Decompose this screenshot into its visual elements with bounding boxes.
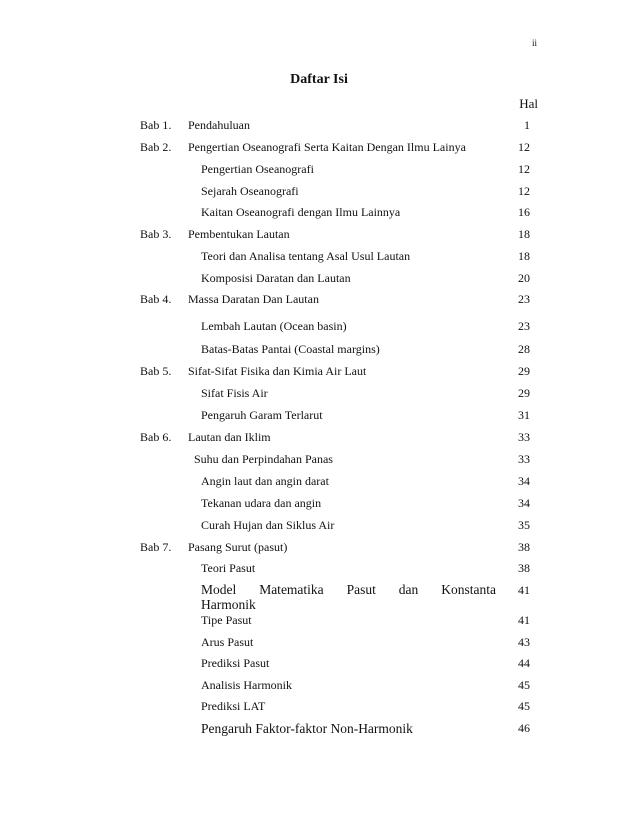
entry-page: 18 — [518, 249, 530, 263]
entry-label: Arus Pasut — [201, 635, 254, 649]
entry-label: Tipe Pasut — [201, 613, 252, 627]
entry-page: 20 — [518, 271, 530, 285]
chapter-number: Bab 7. — [140, 540, 172, 554]
entry-label: Pembentukan Lautan — [188, 227, 290, 241]
entry-page: 44 — [518, 656, 530, 670]
entry-page: 41 — [518, 613, 530, 627]
entry-page: 23 — [518, 292, 530, 306]
entry-label: Suhu dan Perpindahan Panas — [194, 452, 333, 466]
entry-page: 29 — [518, 364, 530, 378]
entry-page: 45 — [518, 678, 530, 692]
entry-label: Pendahuluan — [188, 118, 250, 132]
entry-label: Pengertian Oseanografi — [201, 162, 314, 176]
page-title: Daftar Isi — [290, 72, 348, 87]
entry-page: 31 — [518, 408, 530, 422]
entry-page: 46 — [518, 721, 530, 735]
entry-page: 1 — [524, 118, 530, 132]
entry-label: Sifat Fisis Air — [201, 386, 268, 400]
entry-label: Pengertian Oseanografi Serta Kaitan Dengan Ilmu Lainya — [188, 140, 466, 154]
entry-label: Lembah Lautan (Ocean basin) — [201, 319, 347, 333]
entry-label: Komposisi Daratan dan Lautan — [201, 271, 351, 285]
entry-label-continued: Harmonik — [201, 597, 256, 612]
page-number: ii — [532, 38, 538, 48]
chapter-number: Bab 2. — [140, 140, 172, 154]
chapter-number: Bab 4. — [140, 292, 172, 306]
entry-label: Kaitan Oseanografi dengan Ilmu Lainnya — [201, 205, 401, 219]
entry-label: Angin laut dan angin darat — [201, 474, 329, 488]
entry-page: 16 — [518, 205, 530, 219]
entry-page: 12 — [518, 162, 530, 176]
hal-header: Hal — [519, 96, 538, 111]
entry-page: 38 — [518, 561, 530, 575]
entry-label: Tekanan udara dan angin — [201, 496, 322, 510]
entry-label: Sejarah Oseanografi — [201, 184, 299, 198]
entry-label: Lautan dan Iklim — [188, 430, 271, 444]
entry-label: Batas-Batas Pantai (Coastal margins) — [201, 342, 380, 356]
entry-label: Pengaruh Faktor-faktor Non-Harmonik — [201, 721, 413, 736]
entry-page: 12 — [518, 140, 530, 154]
entry-label: Pengaruh Garam Terlarut — [201, 408, 323, 422]
entry-page: 29 — [518, 386, 530, 400]
entry-label: Prediksi LAT — [201, 699, 266, 713]
entry-label: Massa Daratan Dan Lautan — [188, 292, 319, 306]
entry-page: 45 — [518, 699, 530, 713]
entry-label: Pasang Surut (pasut) — [188, 540, 288, 554]
entry-label: Teori dan Analisa tentang Asal Usul Lautan — [201, 249, 411, 263]
entry-page: 28 — [518, 342, 530, 356]
chapter-number: Bab 6. — [140, 430, 172, 444]
entry-page: 41 — [518, 583, 530, 597]
entry-page: 33 — [518, 452, 530, 466]
entry-label: Sifat-Sifat Fisika dan Kimia Air Laut — [188, 364, 367, 378]
entry-page: 18 — [518, 227, 530, 241]
entry-page: 33 — [518, 430, 530, 444]
chapter-number: Bab 1. — [140, 118, 172, 132]
entry-page: 12 — [518, 184, 530, 198]
entry-page: 23 — [518, 319, 530, 333]
entry-page: 34 — [518, 496, 530, 510]
entry-label: Analisis Harmonik — [201, 678, 292, 692]
entry-label: Teori Pasut — [201, 561, 256, 575]
entry-label: Prediksi Pasut — [201, 656, 270, 670]
entry-page: 43 — [518, 635, 530, 649]
chapter-number: Bab 5. — [140, 364, 172, 378]
entry-page: 38 — [518, 540, 530, 554]
entry-page: 34 — [518, 474, 530, 488]
entry-page: 35 — [518, 518, 530, 532]
chapter-number: Bab 3. — [140, 227, 172, 241]
toc-entry — [0, 583, 638, 613]
entry-label: Curah Hujan dan Siklus Air — [201, 518, 335, 532]
entry-label: Model Matematika Pasut dan Konstanta — [201, 582, 496, 597]
